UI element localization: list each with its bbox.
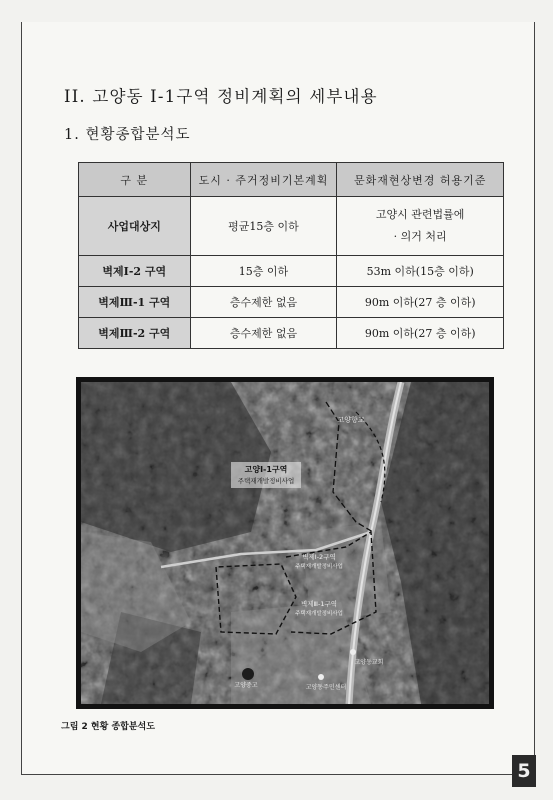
district-b-label: 벽제Ⅲ-1구역: [300, 600, 338, 608]
plan-cell: 층수제한 없음: [190, 287, 337, 318]
office-label: 고양동주민센터: [305, 684, 347, 691]
subsection-heading: 1. 현황종합분석도: [64, 127, 191, 143]
table-header: 문화재현상변경 허용기준: [337, 163, 504, 197]
aerial-photo: [81, 382, 489, 704]
heritage-label: 고양향교: [337, 416, 365, 424]
limit-cell: [337, 197, 504, 256]
table-row: [79, 287, 504, 318]
site-sub-label: 주택재개발정비사업: [237, 477, 295, 485]
district-a-sub-label: 주택재개발정비사업: [295, 564, 343, 570]
limit-cell: 90m 이하(27 층 이하): [337, 287, 504, 318]
site-label: 고양Ⅰ-1구역: [244, 465, 288, 474]
table-row: [79, 197, 504, 256]
page-number: 5: [512, 755, 536, 787]
school-label: 고양중고: [234, 682, 258, 689]
plan-cell: 층수제한 없음: [190, 318, 337, 349]
figure-caption: 그림 2 현황 종합분석도: [61, 722, 155, 732]
table-header: 구 분: [79, 163, 191, 197]
limit-line: 고양시 관련법률에: [375, 208, 465, 221]
plan-cell: 15층 이하: [190, 256, 337, 287]
plan-cell: 평균15층 이하: [190, 197, 337, 256]
row-label: 벽제Ⅲ-1 구역: [79, 287, 191, 318]
row-label: 벽제Ⅰ-2 구역: [79, 256, 191, 287]
row-label: 벽제Ⅲ-2 구역: [79, 318, 191, 349]
limit-line: · 의거 처리: [393, 230, 447, 243]
section-heading: II. 고양동 Ⅰ-1구역 정비계획의 세부내용: [64, 87, 378, 106]
row-label: 사업대상지: [79, 197, 191, 256]
aerial-analysis-map: [76, 377, 494, 709]
table-header-row: [79, 163, 504, 197]
table-header: 도시 · 주거정비기본계획: [190, 163, 337, 197]
limit-cell: 90m 이하(27 층 이하): [337, 318, 504, 349]
limit-cell: 53m 이하(15층 이하): [337, 256, 504, 287]
table-row: [79, 318, 504, 349]
table-row: [79, 256, 504, 287]
district-b-sub-label: 주택재개발정비사업: [295, 611, 343, 617]
height-regulation-table: [78, 162, 504, 349]
church-label: 고양동교회: [354, 659, 384, 666]
district-a-label: 벽제Ⅰ-2구역: [302, 553, 336, 561]
